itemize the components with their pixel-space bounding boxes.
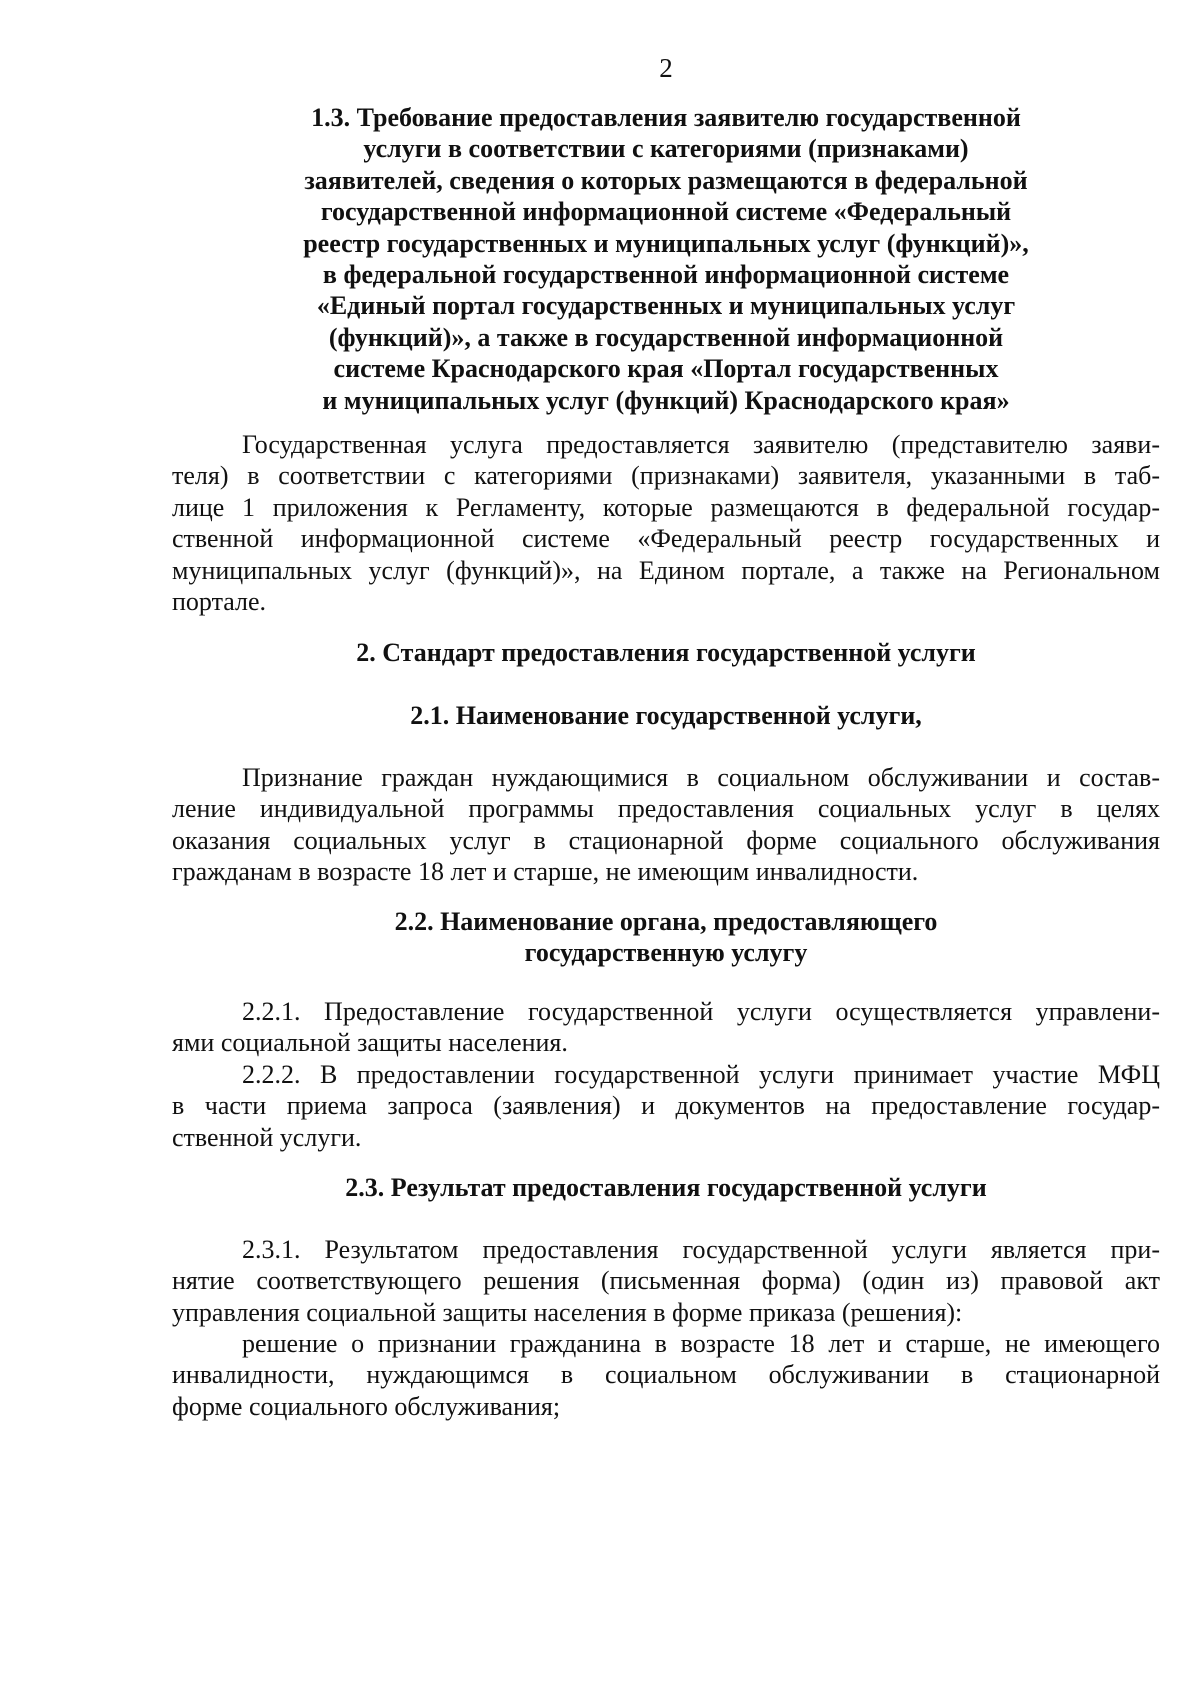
paragraph-line: портале. <box>172 587 267 617</box>
paragraph-line: ственной информационной системе «Федеральный реестр государственных и <box>172 524 1160 554</box>
paragraph-line: 2.2.1. Предоставление государственной услуги осуществляется управлени- <box>242 997 1160 1026</box>
paragraph-line: инвалидности, нуждающимся в социальном обслуживании в стационарной <box>172 1360 1160 1390</box>
paragraph-line: управления социальной защиты населения в форме приказа (решения): <box>172 1297 963 1327</box>
heading-line: 2.3. Результат предоставления государственной услуги <box>345 1173 987 1202</box>
heading-line: 2.2. Наименование органа, предоставляющего <box>394 907 938 936</box>
paragraph-line: форме социального обслуживания; <box>172 1391 561 1421</box>
paragraph-line: Государственная услуга предоставляется заявителю (представителю заяви- <box>242 430 1160 459</box>
paragraph-line: оказания социальных услуг в стационарной форме социального обслуживания <box>172 825 1160 855</box>
section-2-2-1-paragraph <box>172 996 1160 1059</box>
heading-line: 2. Стандарт предоставления государственной услуги <box>356 638 976 667</box>
paragraph-line: муниципальных услуг (функций)», на Едином портале, а также на Региональном <box>172 555 1160 585</box>
heading-line: 1.3. Требование предоставления заявителю государственной <box>311 103 1021 132</box>
page-number: 2 <box>659 53 673 83</box>
heading-line: заявителей, сведения о которых размещаются в федеральной <box>304 165 1028 195</box>
heading-line: государственную услугу <box>524 938 808 968</box>
section-2-1-paragraph <box>172 762 1160 888</box>
paragraph-line: 2.2.2. В предоставлении государственной услуги принимает участие МФЦ <box>242 1060 1160 1089</box>
section-2-3-decision-paragraph <box>172 1328 1160 1422</box>
heading-line: «Единый портал государственных и муниципальных услуг <box>316 291 1016 321</box>
heading-line: (функций)», а также в государственной информационной <box>328 322 1004 352</box>
section-2-3-1-paragraph <box>172 1234 1160 1328</box>
paragraph-line: Признание граждан нуждающимися в социальном обслуживании и состав- <box>242 763 1160 792</box>
section-1-3-paragraph <box>172 429 1160 617</box>
section-2-2-2-paragraph <box>172 1059 1160 1153</box>
paragraph-line: ями социальной защиты населения. <box>172 1028 568 1058</box>
heading-line: и муниципальных услуг (функций) Краснодарского края» <box>322 385 1010 415</box>
section-2-1-heading <box>172 700 1160 731</box>
heading-line: государственной информационной системе «Федеральный <box>320 197 1012 227</box>
section-2-3-heading <box>172 1172 1160 1203</box>
section-2-heading <box>172 637 1160 668</box>
paragraph-line: 2.3.1. Результатом предоставления государственной услуги является при- <box>242 1235 1160 1264</box>
paragraph-line: ственной услуги. <box>172 1122 362 1152</box>
paragraph-line: лице 1 приложения к Регламенту, которые размещаются в федеральной государ- <box>172 492 1160 522</box>
paragraph-line: нятие соответствующего решения (письменная форма) (один из) правовой акт <box>172 1266 1160 1296</box>
heading-line: реестр государственных и муниципальных услуг (функций)», <box>303 228 1029 258</box>
heading-line: услуги в соответствии с категориями (признаками) <box>363 134 969 164</box>
section-1-3-heading <box>172 102 1160 416</box>
heading-line: 2.1. Наименование государственной услуги, <box>410 701 922 730</box>
section-2-2-heading <box>172 906 1160 969</box>
paragraph-line: в части приема запроса (заявления) и документов на предоставление государ- <box>172 1091 1160 1121</box>
paragraph-line: теля) в соответствии с категориями (признаками) заявителя, указанными в таб- <box>172 461 1160 491</box>
paragraph-line: гражданам в возрасте 18 лет и старше, не имеющим инвалидности. <box>172 857 919 887</box>
paragraph-line: ление индивидуальной программы предоставления социальных услуг в целях <box>172 794 1160 824</box>
heading-line: системе Краснодарского края «Портал государственных <box>333 354 999 384</box>
paragraph-line: решение о признании гражданина в возрасте 18 лет и старше, не имеющего <box>242 1329 1160 1358</box>
heading-line: в федеральной государственной информационной системе <box>322 260 1010 290</box>
